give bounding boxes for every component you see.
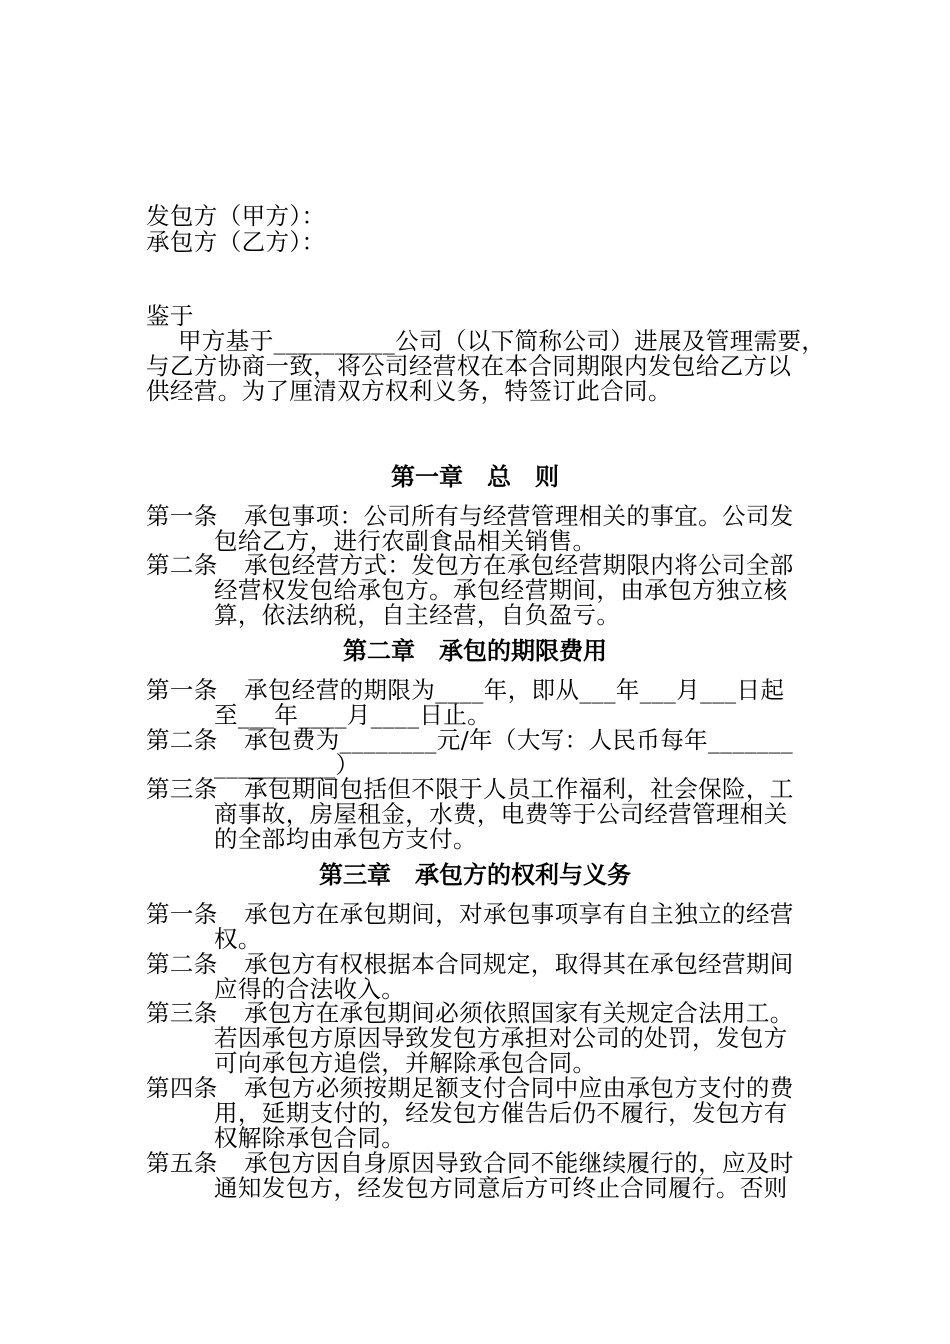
article-line: 承包事项：公司所有与经营管理相关的事宜。公司发 (244, 502, 794, 530)
article-number: 第一条 (146, 676, 218, 704)
article-number: 第二条 (146, 726, 218, 754)
article-line: 承包经营方式：发包方在承包经营期限内将公司全部 (244, 551, 794, 579)
chapter-title: 第二章 承包的期限费用 (343, 637, 607, 665)
chapter-title: 第一章 总 则 (391, 463, 559, 491)
preamble-line: 与乙方协商一致，将公司经营权在本合同期限内发包给乙方以 (146, 352, 792, 380)
article-line: 用，延期支付的，经发包方催告后仍不履行，发包方有 (214, 1099, 788, 1127)
preamble-line: 甲方基于__________公司（以下简称公司）进展及管理需要， (178, 327, 826, 355)
article-line: 承包方在承包期间，对承包事项享有自主独立的经营 (244, 900, 794, 928)
party-a-label: 发包方（甲方）： (146, 202, 326, 230)
article-line: 承包费为________元/年（大写：人民币每年_______ (244, 726, 794, 754)
article-line: 至___年____月____日止。 (214, 701, 492, 729)
article-line: 可向承包方追偿，并解除承包合同。 (214, 1049, 597, 1077)
article-line: 应得的合法收入。 (214, 975, 406, 1003)
article-number: 第四条 (146, 1074, 218, 1102)
article-line: 承包方因自身原因导致合同不能继续履行的，应及时 (244, 1149, 794, 1177)
article-number: 第三条 (146, 999, 218, 1027)
article-line: 承包经营的期限为____年，即从___年___月___日起 (244, 676, 785, 704)
article-line: 承包方在承包期间必须依照国家有关规定合法用工。 (244, 999, 794, 1027)
preamble-line: 供经营。为了厘清双方权利义务，特签订此合同。 (146, 377, 672, 405)
article-line: 算，依法纳税，自主经营，自负盈亏。 (214, 601, 621, 629)
article-number: 第二条 (146, 950, 218, 978)
article-line: __________） (214, 751, 360, 779)
article-line: 权解除承包合同。 (214, 1124, 406, 1152)
article-line: 的全部均由承包方支付。 (214, 825, 477, 853)
article-line: 承包方有权根据本合同规定，取得其在承包经营期间 (244, 950, 794, 978)
preamble-label: 鉴于 (146, 302, 194, 330)
article-line: 承包方必须按期足额支付合同中应由承包方支付的费 (244, 1074, 794, 1102)
article-number: 第五条 (146, 1149, 218, 1177)
article-number: 第一条 (146, 502, 218, 530)
article-number: 第二条 (146, 551, 218, 579)
chapter-title: 第三章 承包方的权利与义务 (319, 861, 631, 889)
article-line: 商事故，房屋租金，水费，电费等于公司经营管理相关 (214, 800, 788, 828)
article-line: 经营权发包给承包方。承包经营期间，由承包方独立核 (214, 576, 788, 604)
article-line: 通知发包方，经发包方同意后方可终止合同履行。否则 (214, 1174, 788, 1202)
article-line: 权。 (214, 925, 262, 953)
article-line: 若因承包方原因导致发包方承担对公司的处罚，发包方 (214, 1024, 788, 1052)
article-line: 承包期间包括但不限于人员工作福利，社会保险，工 (244, 775, 794, 803)
article-number: 第一条 (146, 900, 218, 928)
party-b-label: 承包方（乙方）： (146, 228, 326, 256)
article-number: 第三条 (146, 775, 218, 803)
article-line: 包给乙方，进行农副食品相关销售。 (214, 527, 597, 555)
